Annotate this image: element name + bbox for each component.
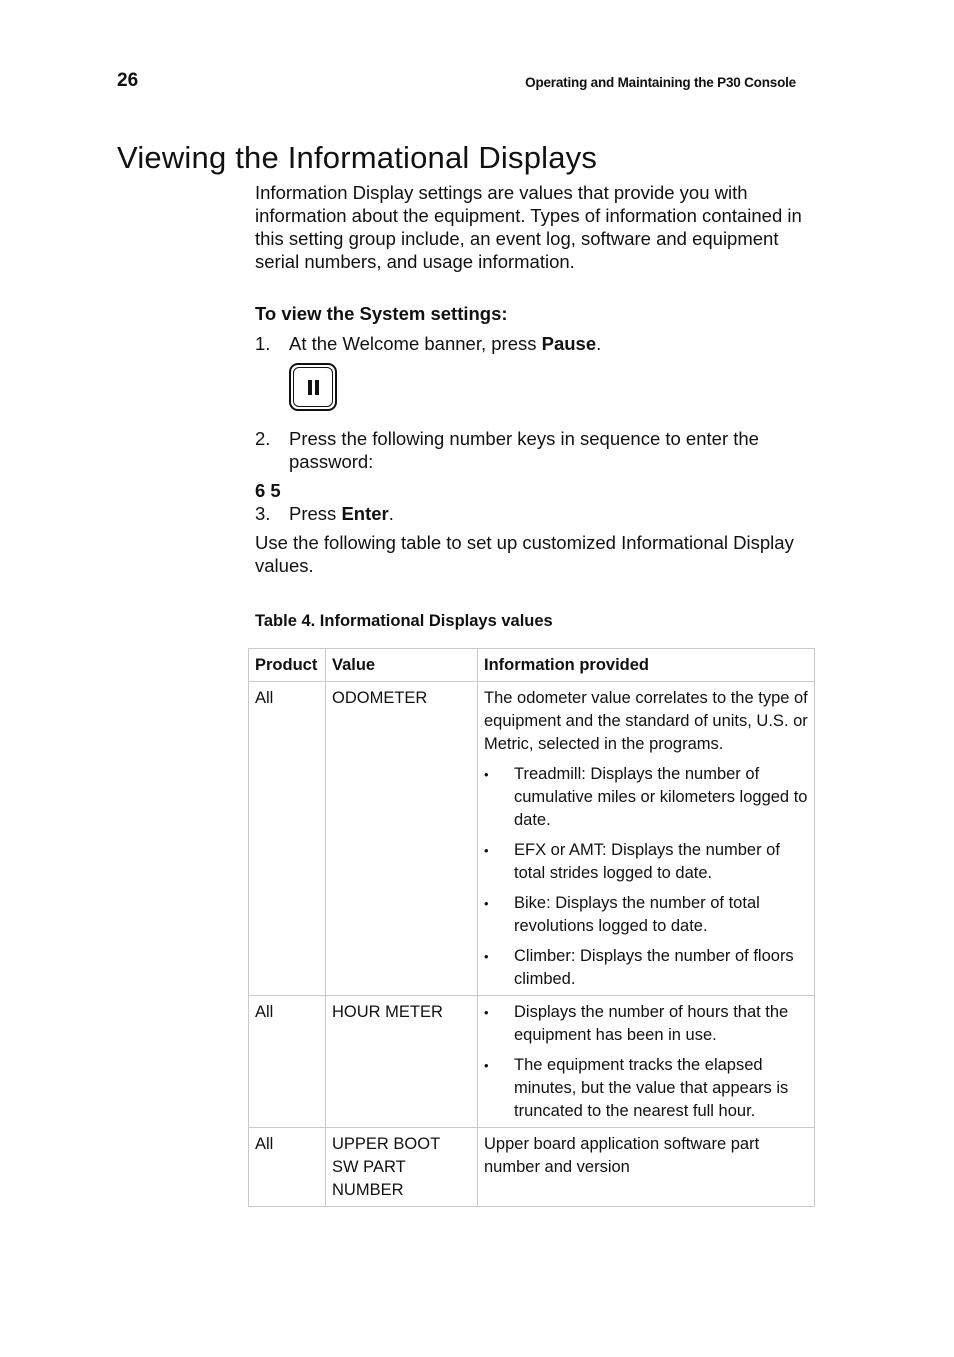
page-number: 26 [117,70,139,91]
cell-information [478,682,815,996]
pause-key-face [293,367,333,407]
section-body [255,181,815,633]
section-title: Viewing the Informational Displays [117,140,598,175]
bullet-item: • Treadmill: Displays the number of cumulative miles or kilometers logged to date. [484,763,808,832]
informational-displays-table [248,648,815,1207]
header-product: Product [249,649,326,682]
cell-product: All [249,996,326,1128]
procedure-heading: To view the System settings: [255,303,508,324]
table-row [249,996,815,1128]
key-name: Pause [541,333,597,354]
bullet-item: • EFX or AMT: Displays the number of total strides logged to date. [484,839,808,885]
step-text: Press Enter. [289,503,394,524]
cell-description: The odometer value correlates to the type of equipment and the standard of units, U.S. or Metric, selected in the programs. [484,689,808,753]
step-text: At the Welcome banner, press Pause. [289,333,602,354]
header-value: Value [326,649,478,682]
key-name: Enter [341,503,389,524]
step-number: 2. [255,428,271,449]
step-3 [255,502,815,525]
step-number: 1. [255,333,271,354]
cell-information [478,996,815,1128]
table-row [249,682,815,996]
intro-paragraph: Information Display settings are values that provide you with information about the equipment. Types of information contained in this setting group include, an event log, software and equipment serial numbers, and usage information. [255,182,802,272]
password-value: 6 5 [255,480,281,501]
table-caption: Table 4. Informational Displays values [255,612,553,630]
table-note: Use the following table to set up customized Informational Display values. [255,532,794,576]
step-number: 3. [255,503,271,524]
bullet-item: • Displays the number of hours that the equipment has been in use. [484,1001,808,1047]
header-information: Information provided [478,649,815,682]
running-header: Operating and Maintaining the P30 Console [525,75,796,90]
bullet-item: • Bike: Displays the number of total revolutions logged to date. [484,892,808,938]
cell-value: UPPER BOOT SW PART NUMBER [326,1128,478,1207]
bullet-item: • The equipment tracks the elapsed minutes, but the value that appears is truncated to the nearest full hour. [484,1054,808,1123]
table-row [249,1128,815,1207]
cell-product: All [249,1128,326,1207]
bullet-list [484,763,808,991]
cell-value: ODOMETER [326,682,478,996]
cell-value: HOUR METER [326,996,478,1128]
cell-information: Upper board application software part number and version [478,1128,815,1207]
step-1 [255,332,815,355]
pause-icon [289,363,337,411]
bullet-item: • Climber: Displays the number of floors climbed. [484,945,808,991]
step-text: Press the following number keys in sequence to enter the password: [289,428,759,472]
step-2 [255,427,815,473]
table-header-row [249,649,815,682]
cell-product: All [249,682,326,996]
bullet-list [484,1001,808,1123]
